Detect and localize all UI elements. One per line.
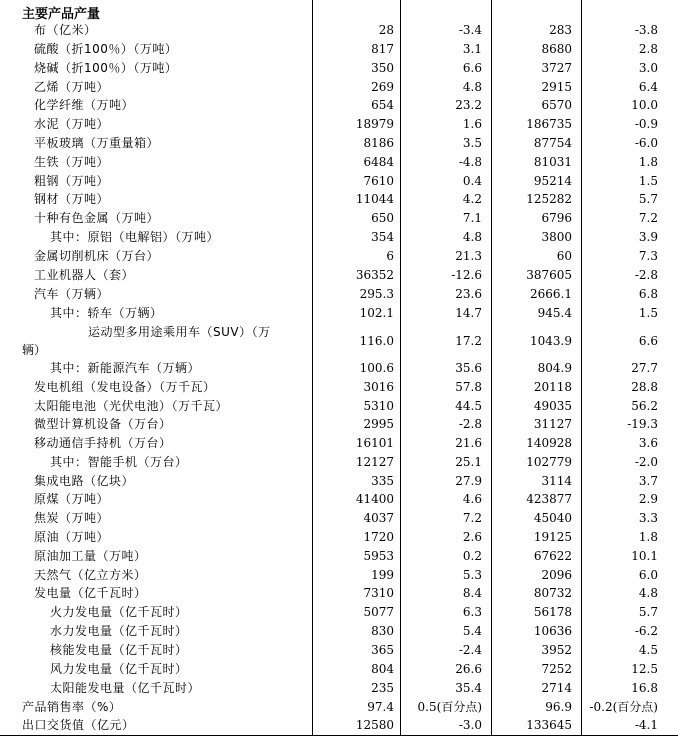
table-row: 出口交货值（亿元） 12580 -3.0 133645 -4.1 bbox=[22, 718, 658, 732]
table-row: 核能发电量（亿千瓦时） 365 -2.4 3952 4.5 bbox=[50, 643, 658, 657]
table-row: 粗钢（万吨） 7610 0.4 95214 1.5 bbox=[34, 174, 658, 188]
table-row: 工业机器人（套） 36352 -12.6 387605 -2.8 bbox=[34, 268, 658, 282]
table-row: 水泥（万吨） 18979 1.6 186735 -0.9 bbox=[34, 117, 658, 131]
table-row: 其中：原铝（电解铝）（万吨） 354 4.8 3800 3.9 bbox=[50, 230, 658, 244]
table-row: 原煤（万吨） 41400 4.6 423877 2.9 bbox=[34, 492, 658, 506]
table-row: 十种有色金属（万吨） 650 7.1 6796 7.2 bbox=[34, 211, 658, 225]
table-row: 硫酸（折100％）（万吨） 817 3.1 8680 2.8 bbox=[34, 42, 658, 56]
table-row: 乙烯（万吨） 269 4.8 2915 6.4 bbox=[34, 80, 658, 94]
suv-row-label-cont: 辆） bbox=[22, 343, 47, 357]
table-row: 太阳能发电量（亿千瓦时） 235 35.4 2714 16.8 bbox=[50, 681, 658, 695]
table-row: 烧碱（折100％）（万吨） 350 6.6 3727 3.0 bbox=[34, 61, 658, 75]
table-row: 其中：智能手机（万台） 12127 25.1 102779 -2.0 bbox=[50, 455, 658, 469]
table-row: 太阳能电池（光伏电池）（万千瓦） 5310 44.5 49035 56.2 bbox=[34, 399, 658, 413]
table-row: 焦炭（万吨） 4037 7.2 45040 3.3 bbox=[34, 511, 658, 525]
table-row: 产品销售率（%） 97.4 0.5(百分点) 96.9 -0.2(百分点) bbox=[22, 700, 658, 714]
table-row: 风力发电量（亿千瓦时） 804 26.6 7252 12.5 bbox=[50, 662, 658, 676]
table-row: 平板玻璃（万重量箱） 8186 3.5 87754 -6.0 bbox=[34, 136, 658, 150]
table-row: 发电机组（发电设备）（万千瓦） 3016 57.8 20118 28.8 bbox=[34, 380, 658, 394]
table-row: 汽车（万辆） 295.3 23.6 2666.1 6.8 bbox=[34, 287, 658, 301]
table-row: 火力发电量（亿千瓦时） 5077 6.3 56178 5.7 bbox=[50, 605, 658, 619]
table-row: 化学纤维（万吨） 654 23.2 6570 10.0 bbox=[34, 98, 658, 112]
table-title: 主要产品产量 bbox=[22, 7, 101, 22]
table-row: 天然气（亿立方米） 199 5.3 2096 6.0 bbox=[34, 568, 658, 582]
table-row: 金属切削机床（万台） 6 21.3 60 7.3 bbox=[34, 249, 658, 263]
table-row: 发电量（亿千瓦时） 7310 8.4 80732 4.8 bbox=[34, 586, 658, 600]
table-bottom-border bbox=[0, 735, 678, 736]
table-row: 原油（万吨） 1720 2.6 19125 1.8 bbox=[34, 530, 658, 544]
table-row: 微型计算机设备（万台） 2995 -2.8 31127 -19.3 bbox=[34, 417, 658, 431]
table-row: 钢材（万吨） 11044 4.2 125282 5.7 bbox=[34, 192, 658, 206]
table-row: 水力发电量（亿千瓦时） 830 5.4 10636 -6.2 bbox=[50, 624, 658, 638]
table-row: 其中：新能源汽车（万辆） 100.6 35.6 804.9 27.7 bbox=[50, 361, 658, 375]
table-row: 布（亿米） 28 -3.4 283 -3.8 bbox=[34, 23, 658, 37]
suv-row-label: 运动型多用途乘用车（SUV）（万 bbox=[88, 325, 271, 339]
table-row: 116.0 17.2 1043.9 6.6 bbox=[359, 334, 658, 348]
table-row: 移动通信手持机（万台） 16101 21.6 140928 3.6 bbox=[34, 436, 658, 450]
table-row: 其中：轿车（万辆） 102.1 14.7 945.4 1.5 bbox=[50, 306, 658, 320]
table-row: 原油加工量（万吨） 5953 0.2 67622 10.1 bbox=[34, 549, 658, 563]
table-row: 生铁（万吨） 6484 -4.8 81031 1.8 bbox=[34, 155, 658, 169]
table-row: 集成电路（亿块） 335 27.9 3114 3.7 bbox=[34, 474, 658, 488]
